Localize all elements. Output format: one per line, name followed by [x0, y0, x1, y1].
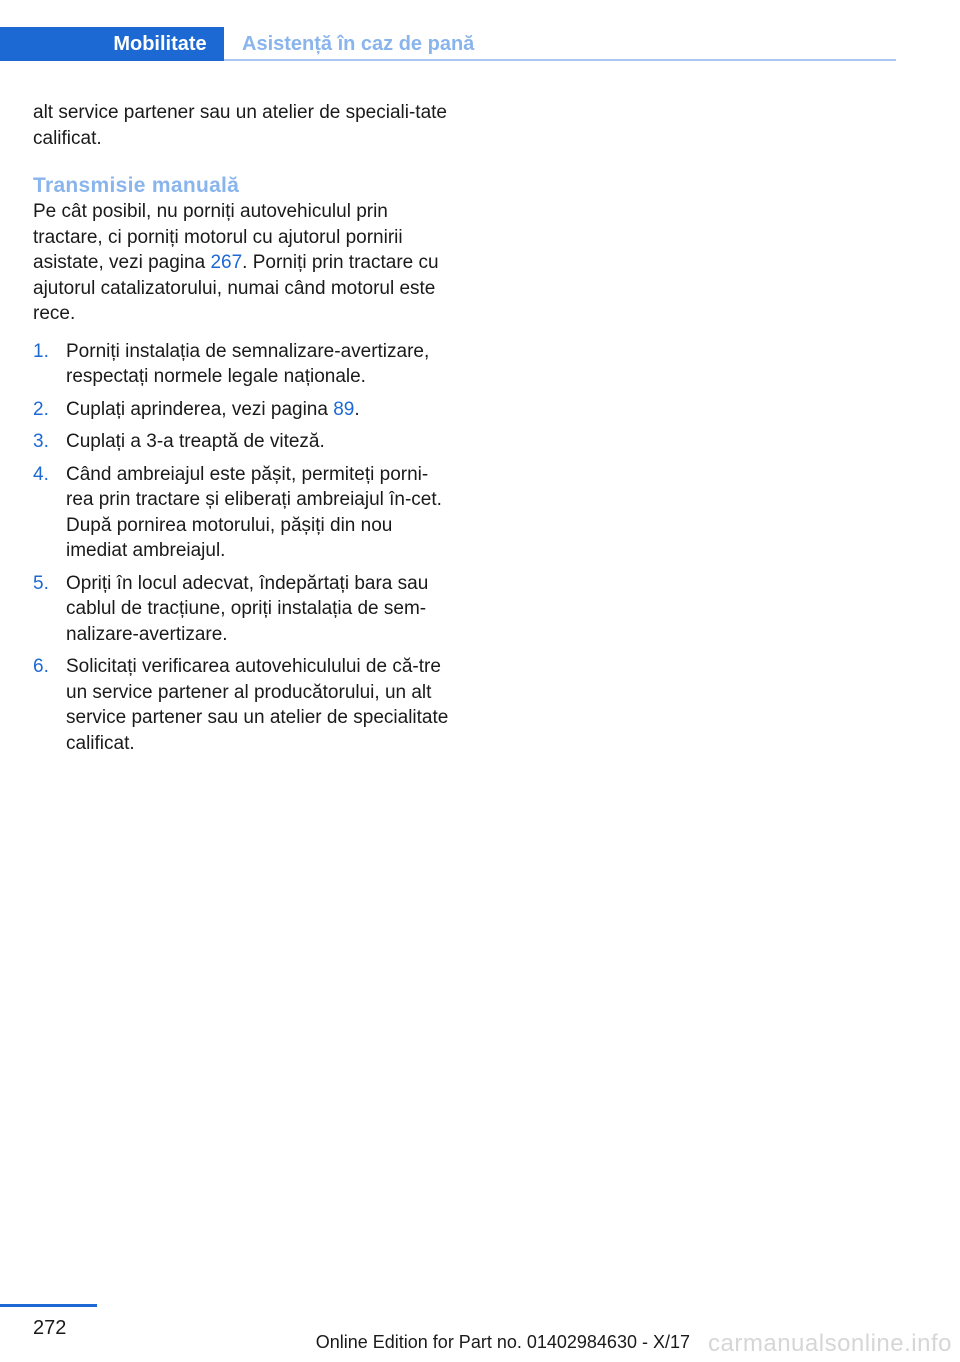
page-link-89[interactable]: 89	[333, 398, 355, 420]
page-header	[0, 0, 960, 64]
step-item	[33, 397, 453, 423]
step-text-end: .	[354, 398, 360, 420]
steps-list	[33, 339, 453, 757]
step-item	[33, 571, 453, 648]
step-item	[33, 429, 453, 455]
step-number: 4.	[33, 463, 49, 485]
step-number: 2.	[33, 398, 49, 420]
header-section-tab[interactable]: Mobilitate	[96, 27, 224, 61]
step-text: Cuplați aprinderea, vezi pagina	[66, 398, 334, 420]
step-number: 5.	[33, 572, 49, 594]
step-number: 6.	[33, 656, 49, 677]
step-number: 3.	[33, 431, 49, 452]
page-link-267[interactable]: 267	[210, 252, 243, 273]
body-text: Pe cât posibil, nu porniți autovehiculul prin tractare, ci porniți motorul cu ajutorul pornirii asistate, vezi pagina	[33, 201, 403, 273]
edition-note: Online Edition for Part no. 01402984630 - X/17	[315, 1332, 690, 1352]
footer-accent-line	[0, 1304, 97, 1307]
step-item	[33, 339, 453, 390]
header-accent-bar	[0, 27, 96, 61]
body-paragraph	[33, 199, 453, 327]
body-text-rest: . Porniți prin tractare cu ajutorul catalizatorului, numai când motorul este rece.	[33, 252, 439, 324]
step-item	[33, 654, 453, 756]
intro-paragraph: alt service partener sau un atelier de speciali-tate calificat.	[33, 102, 448, 149]
step-text: Porniți instalația de semnalizare-avertizare, respectați normele legale naționale.	[66, 340, 430, 387]
page-number: 272	[33, 1317, 67, 1339]
header-divider	[224, 59, 896, 61]
step-text: Cuplați a 3-a treaptă de viteză.	[66, 431, 325, 452]
watermark: carmanualsonline.info	[708, 1330, 952, 1357]
header-chapter-title[interactable]: Asistență în caz de pană	[242, 33, 475, 55]
step-text: Când ambreiajul este pășit, permiteți porni-rea prin tractare și eliberați ambreiajul în-cet. După pornirea motorului, pășiți din nou imediat ambreiajul.	[66, 463, 442, 561]
step-text: Solicitați verificarea autovehiculului de că-tre un service partener al producătorului, un alt service partener sau un atelier de specialitate calificat.	[66, 656, 449, 754]
section-heading: Transmisie manuală	[33, 174, 240, 197]
step-number: 1.	[33, 340, 49, 362]
step-item	[33, 462, 453, 564]
step-text: Opriți în locul adecvat, îndepărtați bara sau cablul de tracțiune, opriți instalația de sem-nalizare-avertizare.	[66, 572, 429, 645]
page-content	[33, 100, 453, 763]
